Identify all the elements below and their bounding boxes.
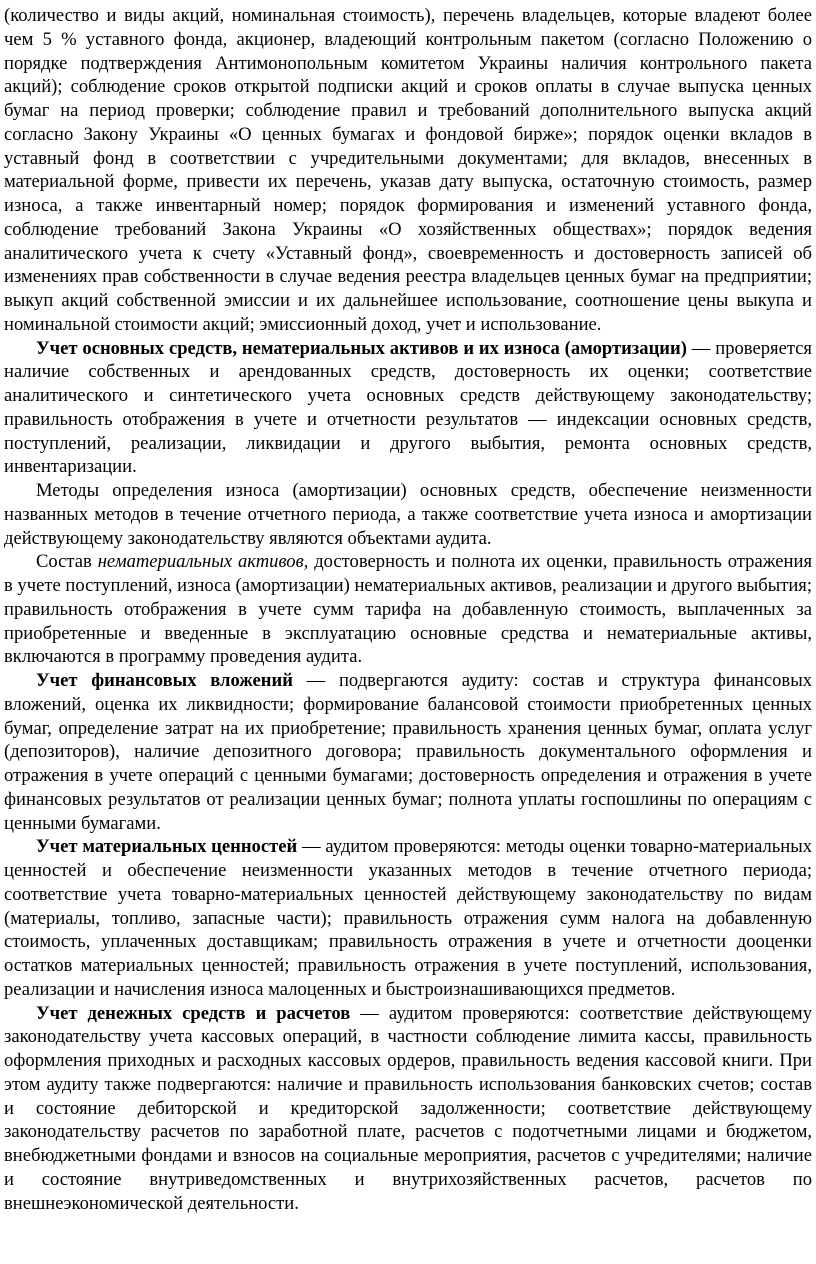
section-heading-fixed-assets: Учет основных средств, нематериальных активов и их износа (амортизации) (36, 337, 687, 359)
section-heading-cash-and-settlements: Учет денежных средств и расчетов (36, 1002, 351, 1024)
paragraph-text: (количество и виды акций, номинальная стоимость), перечень владельцев, которые владеют более чем 5 % уставного фонда, акционер, владеющий контрольным пакетом (согласно Положению о порядке подтверждения Антимонопольным комитетом Украины наличия контрольного пакета акций); соблюдение сроков открытой подписки акций и сроков оплаты в случае выпуска ценных бумаг на период проверки; соблюдение правил и требований дополнительного выпуска акций согласно Закону Украины «О ценных бумагах и фондовой бирже»; порядок оценки вкладов в уставный фонд в соответствии с учредительными документами; для вкладов, внесенных в материальной форме, привести их перечень, указав дату выпуска, остаточную стоимость, размер износа, а также инвентарный номер; порядок формирования и изменений уставного фонда, соблюдение требований Закона Украины «О хозяйственных обществах»; порядок ведения аналитического учета к счету «Уставный фонд», своевременность и достоверность записей об изменениях прав собственности в случае ведения реестра владельцев ценных бумаг на предприятии; выкуп акций собственной эмиссии и их дальнейшее использование, соотношение цены выкупа и номинальной стоимости акций; эмиссионный доход, учет и использование. (4, 5, 812, 335)
paragraph-material-values (4, 835, 812, 1001)
paragraph-text: — подвергаются аудиту: состав и структура финансовых вложений, оценка их ликвидности; формирование балансовой стоимости приобретенных ценных бумаг, определение затрат на их приобретение; правильность хранения ценных бумаг, оплата услуг (депозиторов), наличие депозитного договора; правильность документального оформления и отражения в учете операций с ценными бумагами; достоверность определения и отражения в учете финансовых результатов от реализации ценных бумаг; полнота уплаты госпошлины по операциям с ценными бумагами. (4, 670, 812, 834)
paragraph-text: — аудитом проверяются: соответствие действующему законодательству учета кассовых операций, в частности соблюдение лимита кассы, правильность оформления приходных и расходных кассовых ордеров, правильность ведения кассовой книги. При этом аудиту также подвергаются: наличие и правильность использования банковских счетов; состав и состояние дебиторской и кредиторской задолженности; соответствие действующему законодательству расчетов по заработной плате, расчетов с подотчетными лицами и бюджетом, внебюджетными фондами и взносов на социальные мероприятия, расчетов с учредителями; наличие и состояние внутриведомственных и внутрихозяйственных расчетов, расчетов по внешнеэкономической деятельности. (4, 1002, 812, 1214)
paragraph-financial-investments (4, 669, 812, 835)
paragraph-fixed-assets (4, 337, 812, 480)
section-heading-material-values: Учет материальных ценностей (36, 836, 298, 858)
paragraph-share-capital (4, 4, 812, 337)
paragraph-intangible-assets (4, 550, 812, 669)
paragraph-text-start: Состав (36, 551, 98, 573)
paragraph-cash-and-settlements (4, 1002, 812, 1216)
italic-term-intangible-assets: нематериальных активов, (97, 551, 309, 573)
paragraph-text: — проверяется наличие собственных и арендованных средств, достоверность их оценки; соответствие аналитического и синтетического учета основных средств действующему законодательству; правильность отображения в учете и отчетности результатов — индексации основных средств, поступлений, реализации, ликвидации и другого выбытия, ремонта основных средств, инвентаризации. (4, 337, 812, 478)
paragraph-depreciation-methods (4, 479, 812, 550)
paragraph-text: достоверность и полнота их оценки, правильность отражения в учете поступлений, износа (амортизации) нематериальных активов, реализации и другого выбытия; правильность отображения в учете сумм тарифа на добавленную стоимость, выплаченных за приобретенные и введенные в эксплуатацию основные средства и нематериальные активы, включаются в программу проведения аудита. (4, 551, 813, 668)
paragraph-text: Методы определения износа (амортизации) основных средств, обеспечение неизменности названных методов в течение отчетного периода, а также соответствие учета износа и амортизации действующему законодательству являются объектами аудита. (4, 480, 812, 549)
section-heading-financial-investments: Учет финансовых вложений (36, 670, 293, 691)
paragraph-text: — аудитом проверяются: методы оценки товарно-материальных ценностей и обеспечение неизменности указанных методов в течение отчетного периода; соответствие учета товарно-материальных ценностей действующему законодательству по видам (материалы, топливо, запасные части); правильность отражения сумм налога на добавленную стоимость, уплаченных доставщикам; правильность отражения в учете и отчетности дооценки остатков материальных ценностей; правильность отражения в учете поступлений, использования, реализации и начисления износа малоценных и быстроизнашивающихся предметов. (4, 836, 812, 1000)
